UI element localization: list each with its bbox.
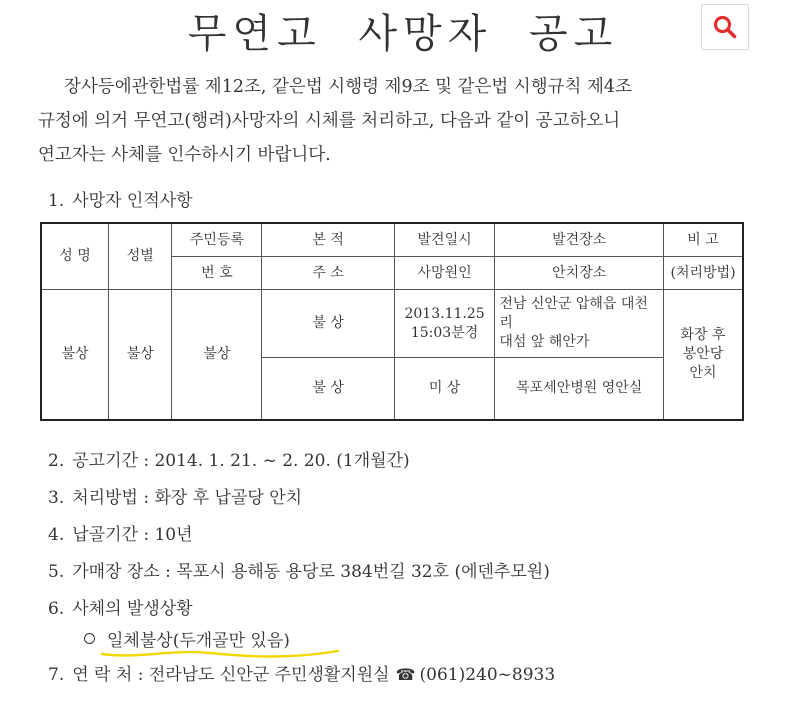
section-text: 사체의 발생상황 xyxy=(72,599,193,619)
found-place-line-2: 대섬 앞 해안가 xyxy=(499,334,590,350)
cell-storage-place: 목포세안병원 영안실 xyxy=(495,358,664,420)
section-7 xyxy=(48,660,555,685)
cell-origin: 불 상 xyxy=(262,290,394,358)
section-number: 6. xyxy=(48,599,65,619)
search-icon xyxy=(712,14,738,40)
section-number: 3. xyxy=(48,488,65,508)
section-heading: 사망자 인적사항 xyxy=(72,191,193,211)
section-number: 4. xyxy=(48,525,65,545)
highlighter-underline xyxy=(100,645,340,661)
bullet-circle-icon xyxy=(84,633,95,644)
header-remarks-top: 비 고 xyxy=(664,223,743,257)
cell-found-time xyxy=(394,290,495,358)
header-found-time: 발견일시 xyxy=(394,223,495,257)
contact-phone: (061)240~8933 xyxy=(419,665,556,685)
cell-remarks xyxy=(664,290,743,420)
section-4 xyxy=(48,520,193,545)
section-2 xyxy=(48,446,410,471)
section-number: 5. xyxy=(48,562,65,582)
section-text: 공고기간 : 2014. 1. 21. ~ 2. 20. (1개월간) xyxy=(72,451,410,471)
found-time-hour: 15:03분경 xyxy=(410,324,479,341)
intro-line-1: 장사등에관한법률 제12조, 같은법 시행령 제9조 및 같은법 시행규칙 제4조 xyxy=(64,77,632,97)
contact-text: 연 락 처 : 전라남도 신안군 주민생활지원실 xyxy=(72,665,390,685)
section-number: 1. xyxy=(48,191,65,211)
header-gender: 성별 xyxy=(109,223,172,290)
section-5 xyxy=(48,557,550,582)
intro-line-3: 연고자는 사체를 인수하시기 바랍니다. xyxy=(38,145,331,165)
note-text: 일체불상(두개골만 있음) xyxy=(107,631,290,651)
page-title: 무연고 사망자 공고 xyxy=(187,11,619,57)
header-found-place: 발견장소 xyxy=(495,223,664,257)
cell-cause: 미 상 xyxy=(394,358,495,420)
cell-found-place xyxy=(495,290,664,358)
intro-paragraph xyxy=(38,70,778,172)
found-place-line-1: 전남 신안군 압해읍 대천리 xyxy=(499,296,648,331)
cell-address: 불 상 xyxy=(262,358,394,420)
section-6 xyxy=(48,594,193,619)
header-storage-place: 안치장소 xyxy=(495,257,664,290)
header-address: 주 소 xyxy=(262,257,394,290)
section-1 xyxy=(48,186,193,211)
deceased-info-table xyxy=(40,222,744,421)
header-rrn-top: 주민등록 xyxy=(172,223,262,257)
section-number: 2. xyxy=(48,451,65,471)
remarks-line-1: 화장 후 xyxy=(680,326,726,343)
intro-line-2: 규정에 의거 무연고(행려)사망자의 시체를 처리하고, 다음과 같이 공고하오니 xyxy=(38,111,621,131)
found-time-date: 2013.11.25 xyxy=(404,305,485,322)
section-number: 7. xyxy=(48,665,65,685)
remarks-line-2: 봉안당 xyxy=(682,345,724,362)
header-cause: 사망원인 xyxy=(394,257,495,290)
header-rrn-bottom: 번 호 xyxy=(172,257,262,290)
cell-name: 불상 xyxy=(41,290,109,420)
search-button[interactable] xyxy=(701,4,749,50)
header-remarks-bottom: (처리방법) xyxy=(664,257,743,290)
section-text: 처리방법 : 화장 후 납골당 안치 xyxy=(72,488,303,508)
cell-rrn: 불상 xyxy=(172,290,262,420)
telephone-icon: ☎ xyxy=(395,665,416,684)
remarks-line-3: 안치 xyxy=(689,364,717,381)
header-name: 성 명 xyxy=(41,223,109,290)
section-text: 납골기간 : 10년 xyxy=(72,525,193,545)
header-origin: 본 적 xyxy=(262,223,394,257)
section-3 xyxy=(48,483,302,508)
cell-gender: 불상 xyxy=(109,290,172,420)
section-text: 가매장 장소 : 목포시 용해동 용당로 384번길 32호 (에덴추모원) xyxy=(72,562,550,582)
